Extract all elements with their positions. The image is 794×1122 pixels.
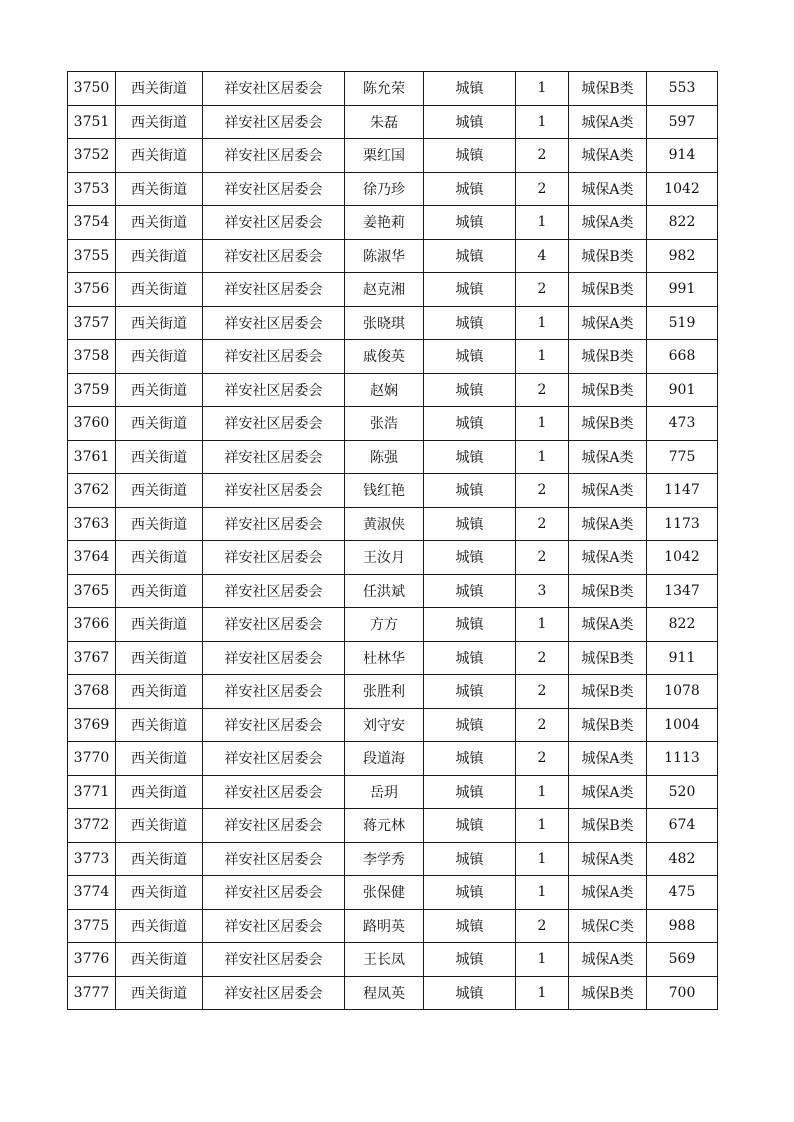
community-cell: 祥安社区居委会 xyxy=(203,72,345,106)
subdistrict-cell: 西关街道 xyxy=(116,541,203,575)
amount-cell: 597 xyxy=(647,105,718,139)
insurance-category-cell: 城保A类 xyxy=(569,440,647,474)
household-size-cell: 1 xyxy=(516,976,569,1010)
residence-type-cell: 城镇 xyxy=(424,641,516,675)
table-row xyxy=(68,574,718,608)
person-name-cell: 朱磊 xyxy=(345,105,424,139)
household-size-cell: 1 xyxy=(516,608,569,642)
community-cell: 祥安社区居委会 xyxy=(203,742,345,776)
person-name-cell: 段道海 xyxy=(345,742,424,776)
table-row xyxy=(68,976,718,1010)
community-cell: 祥安社区居委会 xyxy=(203,675,345,709)
household-size-cell: 4 xyxy=(516,239,569,273)
insurance-category-cell: 城保B类 xyxy=(569,675,647,709)
record-number-cell: 3771 xyxy=(68,775,116,809)
table-row xyxy=(68,742,718,776)
household-size-cell: 2 xyxy=(516,708,569,742)
table-row xyxy=(68,105,718,139)
record-number-cell: 3762 xyxy=(68,474,116,508)
household-size-cell: 2 xyxy=(516,675,569,709)
household-size-cell: 1 xyxy=(516,440,569,474)
community-cell: 祥安社区居委会 xyxy=(203,407,345,441)
person-name-cell: 张胜利 xyxy=(345,675,424,709)
record-number-cell: 3759 xyxy=(68,373,116,407)
record-number-cell: 3752 xyxy=(68,139,116,173)
community-cell: 祥安社区居委会 xyxy=(203,474,345,508)
residence-type-cell: 城镇 xyxy=(424,842,516,876)
residence-type-cell: 城镇 xyxy=(424,139,516,173)
roster-table xyxy=(67,71,718,1010)
subdistrict-cell: 西关街道 xyxy=(116,373,203,407)
household-size-cell: 1 xyxy=(516,72,569,106)
amount-cell: 822 xyxy=(647,206,718,240)
residence-type-cell: 城镇 xyxy=(424,72,516,106)
subdistrict-cell: 西关街道 xyxy=(116,943,203,977)
amount-cell: 1347 xyxy=(647,574,718,608)
amount-cell: 1078 xyxy=(647,675,718,709)
community-cell: 祥安社区居委会 xyxy=(203,306,345,340)
table-row xyxy=(68,708,718,742)
person-name-cell: 李学秀 xyxy=(345,842,424,876)
person-name-cell: 方方 xyxy=(345,608,424,642)
subdistrict-cell: 西关街道 xyxy=(116,273,203,307)
community-cell: 祥安社区居委会 xyxy=(203,273,345,307)
subdistrict-cell: 西关街道 xyxy=(116,608,203,642)
insurance-category-cell: 城保A类 xyxy=(569,775,647,809)
insurance-category-cell: 城保A类 xyxy=(569,608,647,642)
residence-type-cell: 城镇 xyxy=(424,775,516,809)
subdistrict-cell: 西关街道 xyxy=(116,507,203,541)
record-number-cell: 3761 xyxy=(68,440,116,474)
record-number-cell: 3757 xyxy=(68,306,116,340)
table-row xyxy=(68,876,718,910)
subdistrict-cell: 西关街道 xyxy=(116,72,203,106)
insurance-category-cell: 城保B类 xyxy=(569,273,647,307)
community-cell: 祥安社区居委会 xyxy=(203,373,345,407)
table-row xyxy=(68,340,718,374)
community-cell: 祥安社区居委会 xyxy=(203,943,345,977)
person-name-cell: 徐乃珍 xyxy=(345,172,424,206)
residence-type-cell: 城镇 xyxy=(424,440,516,474)
record-number-cell: 3764 xyxy=(68,541,116,575)
household-size-cell: 1 xyxy=(516,206,569,240)
community-cell: 祥安社区居委会 xyxy=(203,172,345,206)
person-name-cell: 钱红艳 xyxy=(345,474,424,508)
residence-type-cell: 城镇 xyxy=(424,976,516,1010)
amount-cell: 1113 xyxy=(647,742,718,776)
community-cell: 祥安社区居委会 xyxy=(203,708,345,742)
household-size-cell: 1 xyxy=(516,340,569,374)
residence-type-cell: 城镇 xyxy=(424,541,516,575)
household-size-cell: 2 xyxy=(516,139,569,173)
person-name-cell: 张晓琪 xyxy=(345,306,424,340)
residence-type-cell: 城镇 xyxy=(424,172,516,206)
insurance-category-cell: 城保B类 xyxy=(569,340,647,374)
insurance-category-cell: 城保A类 xyxy=(569,474,647,508)
amount-cell: 668 xyxy=(647,340,718,374)
household-size-cell: 1 xyxy=(516,842,569,876)
community-cell: 祥安社区居委会 xyxy=(203,507,345,541)
amount-cell: 901 xyxy=(647,373,718,407)
insurance-category-cell: 城保B类 xyxy=(569,809,647,843)
amount-cell: 569 xyxy=(647,943,718,977)
community-cell: 祥安社区居委会 xyxy=(203,775,345,809)
record-number-cell: 3751 xyxy=(68,105,116,139)
record-number-cell: 3770 xyxy=(68,742,116,776)
record-number-cell: 3777 xyxy=(68,976,116,1010)
record-number-cell: 3758 xyxy=(68,340,116,374)
subdistrict-cell: 西关街道 xyxy=(116,708,203,742)
table-row xyxy=(68,474,718,508)
person-name-cell: 赵娴 xyxy=(345,373,424,407)
household-size-cell: 1 xyxy=(516,775,569,809)
table-row xyxy=(68,943,718,977)
record-number-cell: 3756 xyxy=(68,273,116,307)
community-cell: 祥安社区居委会 xyxy=(203,340,345,374)
amount-cell: 775 xyxy=(647,440,718,474)
household-size-cell: 1 xyxy=(516,943,569,977)
table-row xyxy=(68,608,718,642)
community-cell: 祥安社区居委会 xyxy=(203,641,345,675)
table-row xyxy=(68,306,718,340)
subdistrict-cell: 西关街道 xyxy=(116,239,203,273)
insurance-category-cell: 城保A类 xyxy=(569,105,647,139)
subdistrict-cell: 西关街道 xyxy=(116,742,203,776)
amount-cell: 475 xyxy=(647,876,718,910)
table-row xyxy=(68,541,718,575)
insurance-category-cell: 城保A类 xyxy=(569,306,647,340)
insurance-category-cell: 城保B类 xyxy=(569,976,647,1010)
subdistrict-cell: 西关街道 xyxy=(116,842,203,876)
record-number-cell: 3768 xyxy=(68,675,116,709)
amount-cell: 911 xyxy=(647,641,718,675)
community-cell: 祥安社区居委会 xyxy=(203,239,345,273)
person-name-cell: 陈允荣 xyxy=(345,72,424,106)
community-cell: 祥安社区居委会 xyxy=(203,842,345,876)
table-row xyxy=(68,775,718,809)
amount-cell: 482 xyxy=(647,842,718,876)
person-name-cell: 陈强 xyxy=(345,440,424,474)
amount-cell: 1042 xyxy=(647,541,718,575)
person-name-cell: 张保健 xyxy=(345,876,424,910)
residence-type-cell: 城镇 xyxy=(424,608,516,642)
amount-cell: 982 xyxy=(647,239,718,273)
insurance-category-cell: 城保B类 xyxy=(569,72,647,106)
table-row xyxy=(68,641,718,675)
subdistrict-cell: 西关街道 xyxy=(116,139,203,173)
table-row xyxy=(68,373,718,407)
community-cell: 祥安社区居委会 xyxy=(203,976,345,1010)
person-name-cell: 蒋元林 xyxy=(345,809,424,843)
residence-type-cell: 城镇 xyxy=(424,407,516,441)
insurance-category-cell: 城保A类 xyxy=(569,541,647,575)
table-row xyxy=(68,139,718,173)
subdistrict-cell: 西关街道 xyxy=(116,574,203,608)
record-number-cell: 3754 xyxy=(68,206,116,240)
record-number-cell: 3769 xyxy=(68,708,116,742)
community-cell: 祥安社区居委会 xyxy=(203,809,345,843)
table-row xyxy=(68,206,718,240)
household-size-cell: 2 xyxy=(516,641,569,675)
person-name-cell: 路明英 xyxy=(345,909,424,943)
table-row xyxy=(68,440,718,474)
household-size-cell: 2 xyxy=(516,172,569,206)
community-cell: 祥安社区居委会 xyxy=(203,139,345,173)
household-size-cell: 3 xyxy=(516,574,569,608)
record-number-cell: 3774 xyxy=(68,876,116,910)
residence-type-cell: 城镇 xyxy=(424,675,516,709)
amount-cell: 519 xyxy=(647,306,718,340)
subdistrict-cell: 西关街道 xyxy=(116,675,203,709)
amount-cell: 1147 xyxy=(647,474,718,508)
table-row xyxy=(68,407,718,441)
insurance-category-cell: 城保B类 xyxy=(569,708,647,742)
amount-cell: 674 xyxy=(647,809,718,843)
insurance-category-cell: 城保A类 xyxy=(569,876,647,910)
residence-type-cell: 城镇 xyxy=(424,340,516,374)
table-row xyxy=(68,507,718,541)
person-name-cell: 戚俊英 xyxy=(345,340,424,374)
household-size-cell: 1 xyxy=(516,876,569,910)
household-size-cell: 2 xyxy=(516,273,569,307)
person-name-cell: 黄淑侠 xyxy=(345,507,424,541)
record-number-cell: 3750 xyxy=(68,72,116,106)
household-size-cell: 1 xyxy=(516,809,569,843)
household-size-cell: 1 xyxy=(516,105,569,139)
household-size-cell: 2 xyxy=(516,373,569,407)
household-size-cell: 2 xyxy=(516,474,569,508)
insurance-category-cell: 城保A类 xyxy=(569,139,647,173)
person-name-cell: 张浩 xyxy=(345,407,424,441)
record-number-cell: 3772 xyxy=(68,809,116,843)
amount-cell: 520 xyxy=(647,775,718,809)
residence-type-cell: 城镇 xyxy=(424,909,516,943)
subdistrict-cell: 西关街道 xyxy=(116,105,203,139)
residence-type-cell: 城镇 xyxy=(424,373,516,407)
residence-type-cell: 城镇 xyxy=(424,105,516,139)
subdistrict-cell: 西关街道 xyxy=(116,172,203,206)
residence-type-cell: 城镇 xyxy=(424,206,516,240)
insurance-category-cell: 城保A类 xyxy=(569,206,647,240)
person-name-cell: 赵克湘 xyxy=(345,273,424,307)
amount-cell: 991 xyxy=(647,273,718,307)
person-name-cell: 姜艳莉 xyxy=(345,206,424,240)
record-number-cell: 3753 xyxy=(68,172,116,206)
subdistrict-cell: 西关街道 xyxy=(116,641,203,675)
record-number-cell: 3767 xyxy=(68,641,116,675)
community-cell: 祥安社区居委会 xyxy=(203,608,345,642)
table-row xyxy=(68,273,718,307)
subdistrict-cell: 西关街道 xyxy=(116,306,203,340)
insurance-category-cell: 城保C类 xyxy=(569,909,647,943)
residence-type-cell: 城镇 xyxy=(424,474,516,508)
record-number-cell: 3775 xyxy=(68,909,116,943)
document-page xyxy=(67,71,718,1010)
subdistrict-cell: 西关街道 xyxy=(116,976,203,1010)
amount-cell: 988 xyxy=(647,909,718,943)
person-name-cell: 王汝月 xyxy=(345,541,424,575)
community-cell: 祥安社区居委会 xyxy=(203,440,345,474)
person-name-cell: 任洪斌 xyxy=(345,574,424,608)
subdistrict-cell: 西关街道 xyxy=(116,407,203,441)
person-name-cell: 栗红国 xyxy=(345,139,424,173)
subdistrict-cell: 西关街道 xyxy=(116,440,203,474)
residence-type-cell: 城镇 xyxy=(424,943,516,977)
amount-cell: 553 xyxy=(647,72,718,106)
household-size-cell: 1 xyxy=(516,407,569,441)
person-name-cell: 陈淑华 xyxy=(345,239,424,273)
table-row xyxy=(68,675,718,709)
person-name-cell: 杜林华 xyxy=(345,641,424,675)
record-number-cell: 3755 xyxy=(68,239,116,273)
subdistrict-cell: 西关街道 xyxy=(116,340,203,374)
record-number-cell: 3776 xyxy=(68,943,116,977)
amount-cell: 822 xyxy=(647,608,718,642)
insurance-category-cell: 城保B类 xyxy=(569,239,647,273)
person-name-cell: 刘守安 xyxy=(345,708,424,742)
amount-cell: 473 xyxy=(647,407,718,441)
insurance-category-cell: 城保A类 xyxy=(569,507,647,541)
amount-cell: 914 xyxy=(647,139,718,173)
insurance-category-cell: 城保B类 xyxy=(569,574,647,608)
insurance-category-cell: 城保B类 xyxy=(569,407,647,441)
insurance-category-cell: 城保A类 xyxy=(569,842,647,876)
subdistrict-cell: 西关街道 xyxy=(116,206,203,240)
person-name-cell: 岳玥 xyxy=(345,775,424,809)
record-number-cell: 3766 xyxy=(68,608,116,642)
residence-type-cell: 城镇 xyxy=(424,742,516,776)
residence-type-cell: 城镇 xyxy=(424,306,516,340)
amount-cell: 1173 xyxy=(647,507,718,541)
record-number-cell: 3765 xyxy=(68,574,116,608)
community-cell: 祥安社区居委会 xyxy=(203,909,345,943)
table-row xyxy=(68,239,718,273)
insurance-category-cell: 城保B类 xyxy=(569,373,647,407)
table-row xyxy=(68,842,718,876)
record-number-cell: 3773 xyxy=(68,842,116,876)
person-name-cell: 程凤英 xyxy=(345,976,424,1010)
household-size-cell: 2 xyxy=(516,541,569,575)
record-number-cell: 3760 xyxy=(68,407,116,441)
residence-type-cell: 城镇 xyxy=(424,574,516,608)
roster-table-body xyxy=(68,72,718,1010)
insurance-category-cell: 城保B类 xyxy=(569,641,647,675)
table-row xyxy=(68,72,718,106)
residence-type-cell: 城镇 xyxy=(424,273,516,307)
subdistrict-cell: 西关街道 xyxy=(116,909,203,943)
residence-type-cell: 城镇 xyxy=(424,708,516,742)
amount-cell: 1042 xyxy=(647,172,718,206)
community-cell: 祥安社区居委会 xyxy=(203,206,345,240)
residence-type-cell: 城镇 xyxy=(424,507,516,541)
insurance-category-cell: 城保A类 xyxy=(569,742,647,776)
community-cell: 祥安社区居委会 xyxy=(203,876,345,910)
residence-type-cell: 城镇 xyxy=(424,809,516,843)
community-cell: 祥安社区居委会 xyxy=(203,574,345,608)
community-cell: 祥安社区居委会 xyxy=(203,541,345,575)
insurance-category-cell: 城保A类 xyxy=(569,943,647,977)
household-size-cell: 2 xyxy=(516,507,569,541)
record-number-cell: 3763 xyxy=(68,507,116,541)
household-size-cell: 1 xyxy=(516,306,569,340)
subdistrict-cell: 西关街道 xyxy=(116,876,203,910)
subdistrict-cell: 西关街道 xyxy=(116,775,203,809)
table-row xyxy=(68,172,718,206)
household-size-cell: 2 xyxy=(516,909,569,943)
community-cell: 祥安社区居委会 xyxy=(203,105,345,139)
person-name-cell: 王长凤 xyxy=(345,943,424,977)
amount-cell: 1004 xyxy=(647,708,718,742)
amount-cell: 700 xyxy=(647,976,718,1010)
residence-type-cell: 城镇 xyxy=(424,876,516,910)
table-row xyxy=(68,809,718,843)
insurance-category-cell: 城保A类 xyxy=(569,172,647,206)
table-row xyxy=(68,909,718,943)
residence-type-cell: 城镇 xyxy=(424,239,516,273)
subdistrict-cell: 西关街道 xyxy=(116,474,203,508)
subdistrict-cell: 西关街道 xyxy=(116,809,203,843)
household-size-cell: 2 xyxy=(516,742,569,776)
